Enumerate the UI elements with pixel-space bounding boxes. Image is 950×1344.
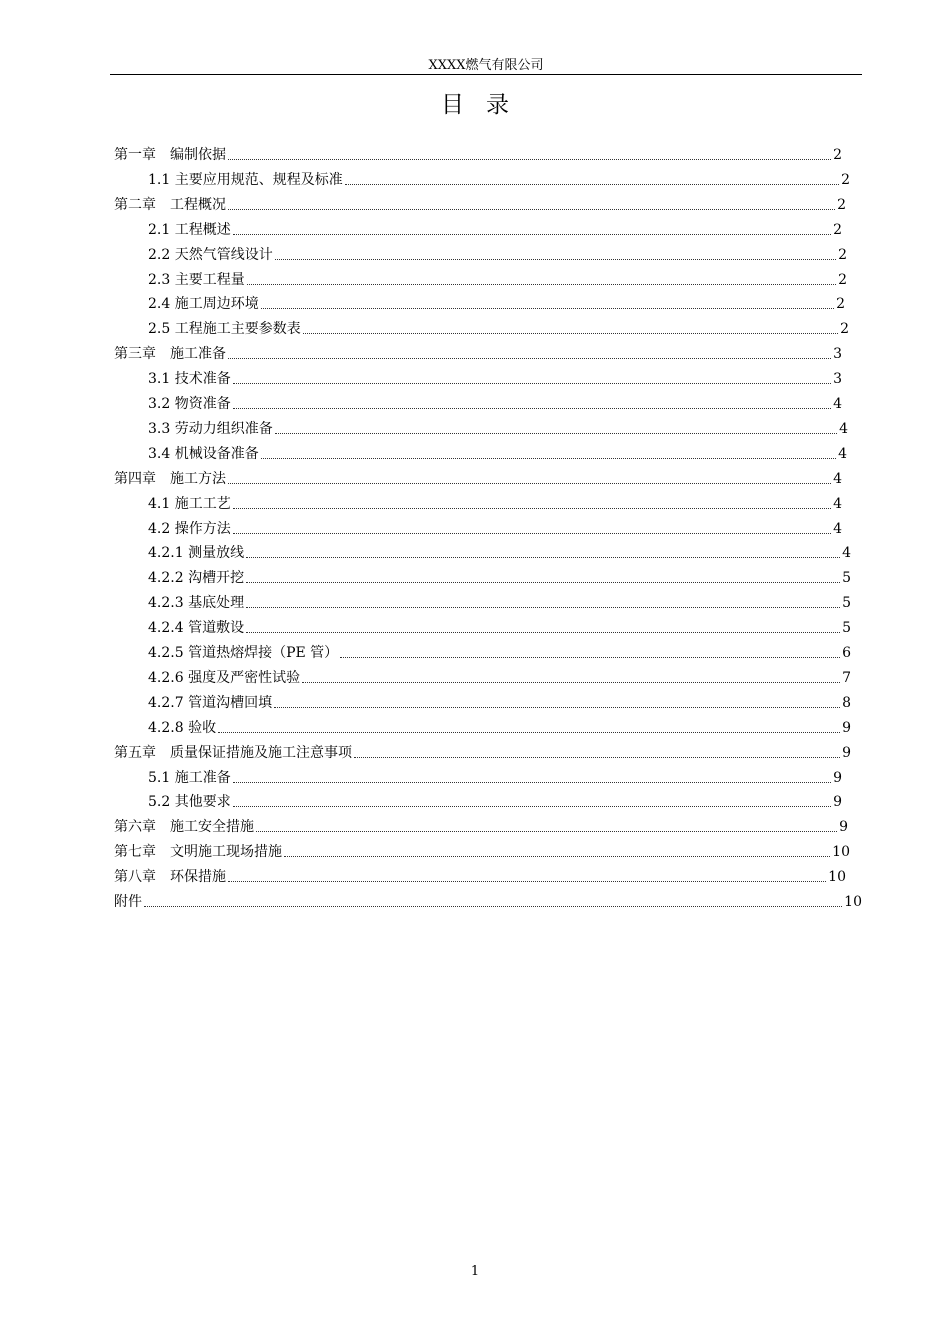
toc-dot-leader <box>261 457 836 459</box>
header-divider <box>110 74 862 75</box>
toc-entry[interactable] <box>114 889 862 911</box>
toc-entry-page: 2 <box>833 222 842 238</box>
toc-entry-label: 4.2 操作方法 <box>148 521 231 537</box>
toc-dot-leader <box>275 258 836 260</box>
toc-entry[interactable] <box>114 142 842 164</box>
toc-entry-page: 4 <box>838 446 847 462</box>
toc-entry-page: 9 <box>833 794 842 810</box>
toc-dot-leader <box>233 805 831 807</box>
page-number: 1 <box>470 1264 480 1279</box>
toc-entry-label: 2.4 施工周边环境 <box>148 296 259 312</box>
toc-dot-leader <box>228 158 831 160</box>
toc-dot-leader <box>284 855 830 857</box>
toc-entry-page: 5 <box>842 620 851 636</box>
toc-dot-leader <box>228 482 831 484</box>
toc-dot-leader <box>274 706 840 708</box>
toc-dot-leader <box>233 233 831 235</box>
toc-entry-label: 4.2.7 管道沟槽回填 <box>148 695 273 711</box>
toc-entry-label: 4.2.3 基底处理 <box>148 595 245 611</box>
toc-entry-page: 2 <box>841 172 850 188</box>
toc-entry-page: 3 <box>833 371 842 387</box>
toc-entry-page: 5 <box>842 570 851 586</box>
toc-entry[interactable] <box>114 192 846 214</box>
toc-dot-leader <box>233 382 831 384</box>
toc-entry-label: 2.2 天然气管线设计 <box>148 247 273 263</box>
toc-entry-label: 3.1 技术准备 <box>148 371 231 387</box>
toc-entry-page: 6 <box>842 645 851 661</box>
toc-entry-page: 10 <box>828 869 846 885</box>
toc-entry[interactable] <box>148 441 847 463</box>
toc-entry-label: 附件 <box>114 894 142 910</box>
toc-dot-leader <box>256 830 837 832</box>
toc-entry-label: 4.2.2 沟槽开挖 <box>148 570 245 586</box>
toc-entry[interactable] <box>148 242 847 264</box>
toc-entry[interactable] <box>148 516 842 538</box>
toc-entry-page: 4 <box>833 521 842 537</box>
toc-entry-label: 第一章 编制依据 <box>114 147 226 163</box>
toc-entry[interactable] <box>148 217 842 239</box>
toc-entry[interactable] <box>148 167 850 189</box>
toc-entry-label: 5.1 施工准备 <box>148 770 231 786</box>
toc-dot-leader <box>275 432 837 434</box>
toc-dot-leader <box>218 731 840 733</box>
toc-dot-leader <box>233 407 831 409</box>
page-header-company: XXXX燃气有限公司 <box>428 58 544 73</box>
toc-entry-page: 7 <box>842 670 851 686</box>
toc-dot-leader <box>261 307 834 309</box>
toc-entry-label: 第六章 施工安全措施 <box>114 819 254 835</box>
toc-entry[interactable] <box>148 291 845 313</box>
toc-dot-leader <box>340 656 840 658</box>
toc-entry-label: 第三章 施工准备 <box>114 346 226 362</box>
toc-entry-page: 5 <box>842 595 851 611</box>
toc-entry-page: 2 <box>837 197 846 213</box>
toc-entry-label: 第五章 质量保证措施及施工注意事项 <box>114 745 352 761</box>
toc-dot-leader <box>246 581 840 583</box>
toc-entry-page: 9 <box>842 745 851 761</box>
toc-entry-page: 10 <box>832 844 850 860</box>
toc-entry[interactable] <box>148 690 851 712</box>
toc-dot-leader <box>345 183 839 185</box>
toc-entry-page: 2 <box>840 321 849 337</box>
toc-dot-leader <box>246 556 840 558</box>
toc-dot-leader <box>144 905 842 907</box>
toc-entry-page: 8 <box>842 695 851 711</box>
toc-entry-page: 2 <box>836 296 845 312</box>
toc-entry[interactable] <box>114 839 850 861</box>
toc-entry[interactable] <box>148 565 851 587</box>
toc-entry[interactable] <box>148 715 851 737</box>
toc-dot-leader <box>233 532 831 534</box>
toc-entry-page: 2 <box>838 247 847 263</box>
toc-dot-leader <box>228 208 835 210</box>
toc-entry-label: 2.1 工程概述 <box>148 222 231 238</box>
toc-entry-label: 第四章 施工方法 <box>114 471 226 487</box>
toc-entry-label: 4.2.5 管道热熔焊接（PE 管） <box>148 645 339 661</box>
toc-entry-label: 第七章 文明施工现场措施 <box>114 844 282 860</box>
toc-entry-label: 4.2.1 测量放线 <box>148 545 245 561</box>
toc-entry[interactable] <box>148 765 842 787</box>
toc-dot-leader <box>228 357 831 359</box>
toc-entry-page: 4 <box>833 471 842 487</box>
toc-dot-leader <box>354 756 840 758</box>
toc-entry-label: 4.2.8 验收 <box>148 720 217 736</box>
toc-dot-leader <box>233 781 831 783</box>
toc-dot-leader <box>303 332 838 334</box>
toc-entry-label: 4.1 施工工艺 <box>148 496 231 512</box>
toc-dot-leader <box>246 606 840 608</box>
toc-entry[interactable] <box>148 391 842 413</box>
toc-entry-label: 2.5 工程施工主要参数表 <box>148 321 301 337</box>
toc-dot-leader <box>233 507 831 509</box>
toc-dot-leader <box>247 283 836 285</box>
toc-entry[interactable] <box>148 615 851 637</box>
toc-entry[interactable] <box>114 466 842 488</box>
toc-entry-label: 3.3 劳动力组织准备 <box>148 421 273 437</box>
toc-entry-label: 3.4 机械设备准备 <box>148 446 259 462</box>
toc-entry[interactable] <box>148 491 842 513</box>
toc-entry[interactable] <box>148 590 851 612</box>
toc-entry-page: 2 <box>838 272 847 288</box>
page-title: 目录 <box>441 92 531 118</box>
toc-entry[interactable] <box>148 366 842 388</box>
toc-entry-label: 4.2.4 管道敷设 <box>148 620 245 636</box>
toc-entry-label: 5.2 其他要求 <box>148 794 231 810</box>
toc-dot-leader <box>302 681 840 683</box>
toc-entry-page: 4 <box>842 545 851 561</box>
toc-dot-leader <box>246 631 840 633</box>
toc-entry-label: 4.2.6 强度及严密性试验 <box>148 670 301 686</box>
toc-entry-page: 10 <box>844 894 862 910</box>
toc-entry-page: 4 <box>833 496 842 512</box>
toc-entry[interactable] <box>114 814 848 836</box>
toc-entry-label: 第八章 环保措施 <box>114 869 226 885</box>
toc-dot-leader <box>228 880 826 882</box>
toc-entry-page: 2 <box>833 147 842 163</box>
toc-entry[interactable] <box>148 316 849 338</box>
toc-entry[interactable] <box>148 665 851 687</box>
toc-entry-page: 9 <box>839 819 848 835</box>
toc-entry[interactable] <box>148 540 851 562</box>
toc-entry[interactable] <box>148 640 851 662</box>
toc-entry-page: 4 <box>833 396 842 412</box>
toc-entry[interactable] <box>114 740 851 762</box>
toc-entry-page: 9 <box>833 770 842 786</box>
toc-entry-page: 9 <box>842 720 851 736</box>
toc-entry[interactable] <box>114 864 846 886</box>
toc-entry-label: 3.2 物资准备 <box>148 396 231 412</box>
toc-entry-label: 第二章 工程概况 <box>114 197 226 213</box>
toc-entry-page: 4 <box>839 421 848 437</box>
toc-entry[interactable] <box>148 416 848 438</box>
toc-entry[interactable] <box>148 789 842 811</box>
toc-entry-page: 3 <box>833 346 842 362</box>
toc-entry[interactable] <box>114 341 842 363</box>
toc-entry-label: 1.1 主要应用规范、规程及标准 <box>148 172 343 188</box>
toc-entry[interactable] <box>148 267 847 289</box>
toc-entry-label: 2.3 主要工程量 <box>148 272 245 288</box>
